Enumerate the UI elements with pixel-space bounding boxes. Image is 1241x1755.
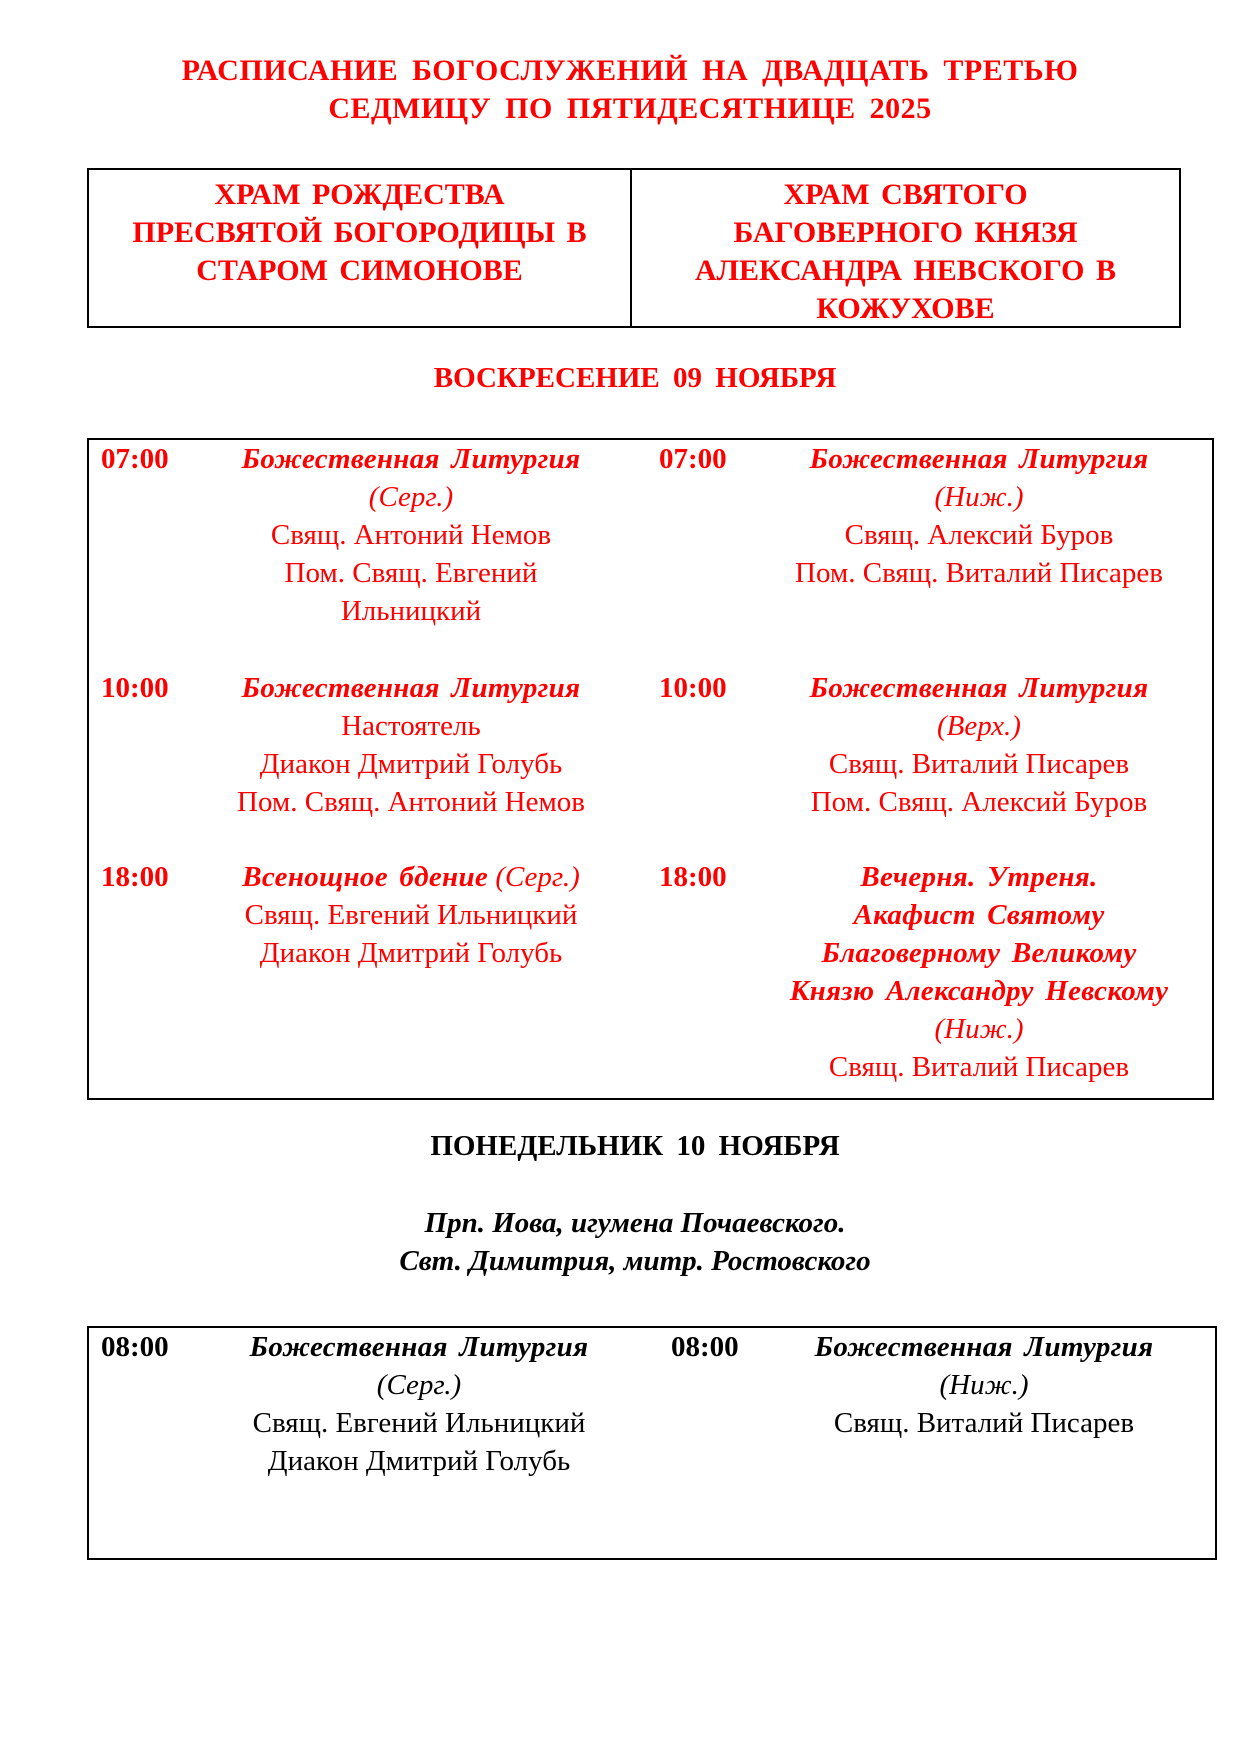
service-name: Вечерня. Утреня.	[860, 861, 1098, 893]
service-location: (Ниж.)	[934, 481, 1024, 513]
church-left-line: ПРЕСВЯТОЙ БОГОРОДИЦЫ В	[132, 216, 587, 249]
clergy-line: Диакон Дмитрий Голубь	[259, 748, 563, 780]
service-name: Акафист Святому	[853, 899, 1105, 931]
service-time: 07:00	[101, 443, 169, 475]
day-heading-sunday: ВОСКРЕСЕНИЕ 09 НОЯБРЯ	[433, 362, 837, 394]
service-name: Божественная Литургия	[809, 443, 1149, 475]
title-line-2: СЕДМИЦУ ПО ПЯТИДЕСЯТНИЦЕ 2025	[328, 92, 932, 125]
service-location: (Серг.)	[376, 1369, 462, 1401]
clergy-line: Свящ. Евгений Ильницкий	[244, 899, 578, 931]
clergy-line: Ильницкий	[340, 595, 482, 627]
service-location: (Ниж.)	[934, 1013, 1024, 1045]
clergy-line: Свящ. Евгений Ильницкий	[252, 1407, 586, 1439]
service-name: Благоверному Великому	[821, 937, 1137, 969]
service-time: 08:00	[101, 1331, 169, 1363]
service-location: (Серг.)	[495, 861, 580, 893]
service-time: 07:00	[659, 443, 727, 475]
churches-header-table	[87, 168, 1181, 328]
service-location: (Ниж.)	[939, 1369, 1029, 1401]
service-name: Божественная Литургия	[249, 1331, 589, 1363]
service-location: (Верх.)	[937, 710, 1021, 742]
feast-line: Прп. Иова, игумена Почаевского.	[424, 1207, 846, 1239]
service-time: 10:00	[659, 672, 727, 704]
service-name: Божественная Литургия	[809, 672, 1149, 704]
clergy-line: Свящ. Виталий Писарев	[833, 1407, 1135, 1439]
clergy-line: Свящ. Виталий Писарев	[828, 748, 1130, 780]
church-right-name	[632, 170, 1179, 326]
church-right-line: АЛЕКСАНДРА НЕВСКОГО В	[694, 254, 1117, 287]
feast-line: Свт. Димитрия, митр. Ростовского	[399, 1245, 871, 1277]
church-left-name	[89, 170, 632, 326]
day-heading-monday: ПОНЕДЕЛЬНИК 10 НОЯБРЯ	[430, 1130, 840, 1162]
service-name: Князю Александру Невскому	[789, 975, 1169, 1007]
service-name: Божественная Литургия	[241, 672, 581, 704]
service-name: Божественная Литургия	[814, 1331, 1154, 1363]
service-name: Божественная Литургия	[241, 443, 581, 475]
clergy-line: Диакон Дмитрий Голубь	[267, 1445, 571, 1477]
clergy-line: Свящ. Алексий Буров	[844, 519, 1114, 551]
church-right-line: БАГОВЕРНОГО КНЯЗЯ	[733, 216, 1078, 249]
service-time: 10:00	[101, 672, 169, 704]
clergy-line: Свящ. Виталий Писарев	[828, 1051, 1130, 1083]
feast-commemoration	[0, 1204, 1241, 1280]
clergy-line: Настоятель	[341, 710, 481, 742]
clergy-line: Диакон Дмитрий Голубь	[259, 937, 563, 969]
clergy-line: Пом. Свящ. Виталий Писарев	[795, 557, 1163, 589]
church-left-line: СТАРОМ СИМОНОВЕ	[196, 254, 523, 287]
page-title	[0, 52, 1241, 128]
service-time: 18:00	[659, 861, 727, 893]
clergy-line: Пом. Свящ. Евгений	[284, 557, 538, 589]
clergy-line: Пом. Свящ. Алексий Буров	[810, 786, 1148, 818]
church-left-line: ХРАМ РОЖДЕСТВА	[214, 178, 505, 211]
clergy-line: Свящ. Антоний Немов	[270, 519, 552, 551]
service-name: Всенощное бдение	[242, 861, 489, 893]
service-time: 08:00	[671, 1331, 739, 1363]
title-line-1: РАСПИСАНИЕ БОГОСЛУЖЕНИЙ НА ДВАДЦАТЬ ТРЕТЬЮ	[181, 54, 1079, 87]
service-time: 18:00	[101, 861, 169, 893]
church-right-line: КОЖУХОВЕ	[816, 292, 995, 325]
church-right-line: ХРАМ СВЯТОГО	[783, 178, 1028, 211]
service-location: (Серг.)	[368, 481, 454, 513]
clergy-line: Пом. Свящ. Антоний Немов	[237, 786, 585, 818]
